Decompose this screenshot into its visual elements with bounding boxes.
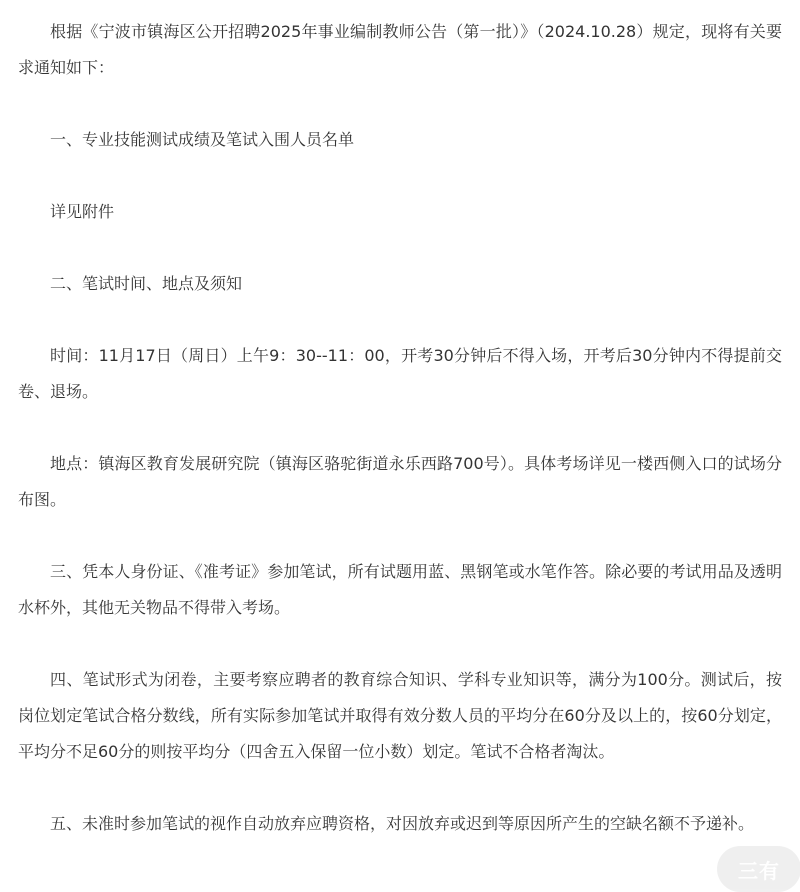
paragraph-spacer <box>18 770 782 806</box>
watermark-logo <box>717 846 800 892</box>
paragraph-spacer <box>18 158 782 194</box>
section-5-paragraph: 五、未准时参加笔试的视作自动放弃应聘资格，对因放弃或迟到等原因所产生的空缺名额不予递补。 <box>50 814 755 833</box>
paragraph-spacer <box>18 302 782 338</box>
exam-time-paragraph: 时间：11月17日（周日）上午9：30--11：00，开考30分钟后不得入场，开考后30分钟内不得提前交卷、退场。 <box>18 346 782 401</box>
paragraph-spacer <box>18 410 782 446</box>
section-1-body: 详见附件 <box>50 202 115 221</box>
article-body <box>18 14 782 842</box>
section-3-paragraph: 三、凭本人身份证、《准考证》参加笔试，所有试题用蓝、黑钢笔或水笔作答。除必要的考试用品及透明水杯外，其他无关物品不得带入考场。 <box>18 562 782 617</box>
section-2-heading: 二、笔试时间、地点及须知 <box>50 274 243 293</box>
watermark-label: 三有 <box>738 858 780 883</box>
section-1-heading: 一、专业技能测试成绩及笔试入围人员名单 <box>50 130 355 149</box>
paragraph-spacer <box>18 626 782 662</box>
paragraph-spacer <box>18 230 782 266</box>
section-4-paragraph: 四、笔试形式为闭卷，主要考察应聘者的教育综合知识、学科专业知识等，满分为100分。测试后，按岗位划定笔试合格分数线，所有实际参加笔试并取得有效分数人员的平均分在60分及以上的，按60分划定，平均分不足60分的则按平均分（四舍五入保留一位小数）划定。笔试不合格者淘汰。 <box>18 670 782 761</box>
exam-location-paragraph: 地点：镇海区教育发展研究院（镇海区骆驼街道永乐西路700号）。具体考场详见一楼西侧入口的试场分布图。 <box>18 454 782 509</box>
paragraph-spacer <box>18 518 782 554</box>
paragraph-spacer <box>18 86 782 122</box>
intro-paragraph: 根据《宁波市镇海区公开招聘2025年事业编制教师公告（第一批）》（2024.10.28）规定，现将有关要求通知如下： <box>18 22 782 77</box>
